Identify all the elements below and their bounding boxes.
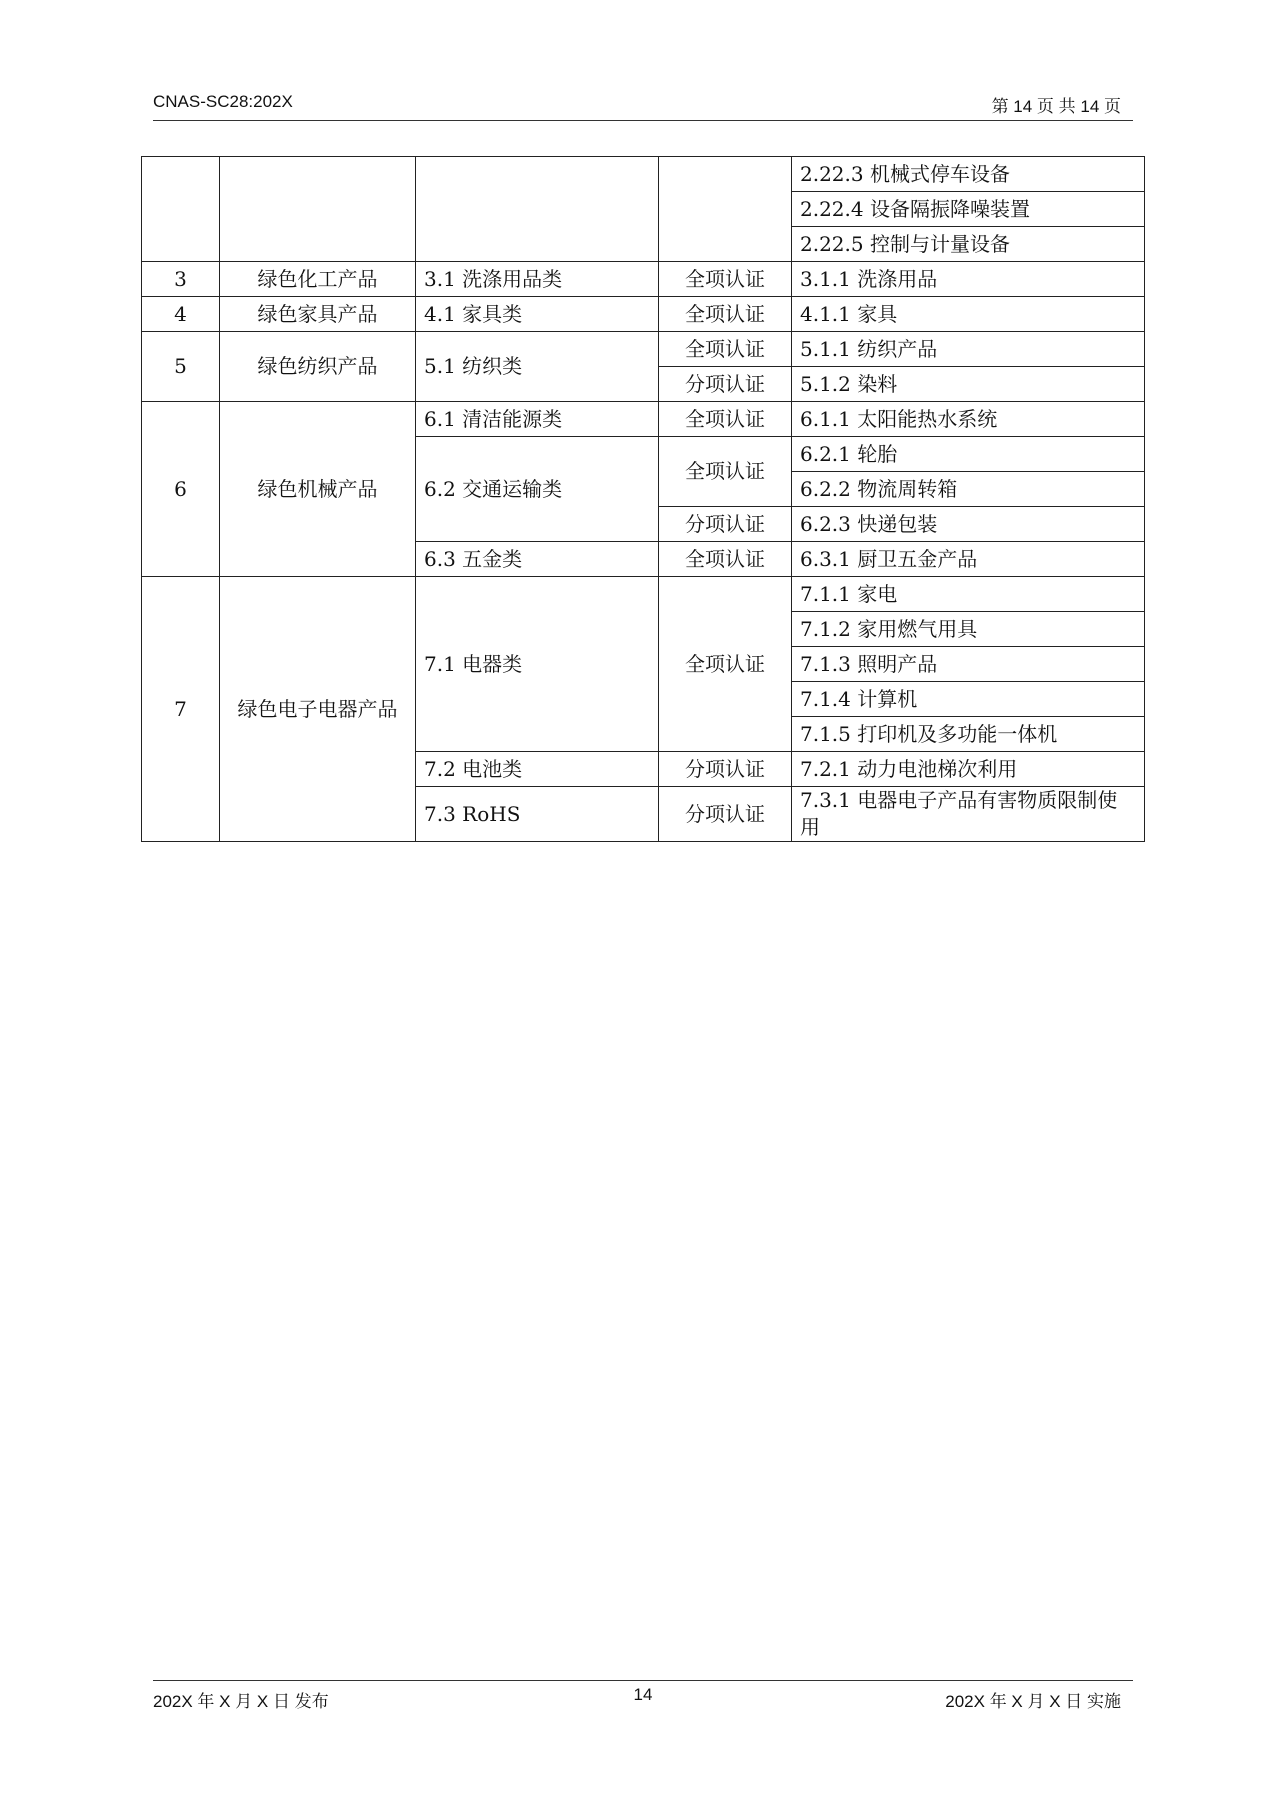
certification-type-cell: 分项认证: [659, 507, 792, 542]
page-header: [153, 92, 1133, 121]
table-row: [142, 402, 1145, 437]
certification-type-cell: 分项认证: [659, 787, 792, 842]
certification-type-cell: 全项认证: [659, 297, 792, 332]
serial-number-cell: 3: [142, 262, 220, 297]
category-cell: 绿色化工产品: [220, 262, 416, 297]
product-code-cell: 2.22.4 设备隔振降噪装置: [792, 192, 1145, 227]
publish-date: 202X 年 X 月 X 日 发布: [153, 1692, 329, 1711]
product-code-cell: 7.1.4 计算机: [792, 682, 1145, 717]
serial-number-cell: 4: [142, 297, 220, 332]
table-cell-empty: [220, 157, 416, 262]
subcategory-cell: 5.1 纺织类: [416, 332, 659, 402]
subcategory-cell: 4.1 家具类: [416, 297, 659, 332]
product-code-cell: 6.2.2 物流周转箱: [792, 472, 1145, 507]
product-code-cell: 7.3.1 电器电子产品有害物质限制使用: [792, 787, 1145, 842]
table-cell-empty: [416, 157, 659, 262]
certification-table: [141, 156, 1145, 842]
page-footer: [153, 1680, 1133, 1711]
subcategory-cell: 6.2 交通运输类: [416, 437, 659, 542]
implement-date: 202X 年 X 月 X 日 实施: [945, 1692, 1121, 1711]
table-row: [142, 577, 1145, 612]
serial-number-cell: 5: [142, 332, 220, 402]
certification-type-cell: 全项认证: [659, 332, 792, 367]
serial-number-cell: 6: [142, 402, 220, 577]
product-code-cell: 2.22.3 机械式停车设备: [792, 157, 1145, 192]
table-row: [142, 157, 1145, 192]
table-row: [142, 262, 1145, 297]
certification-type-cell: 全项认证: [659, 437, 792, 507]
subcategory-cell: 7.3 RoHS: [416, 787, 659, 842]
subcategory-cell: 7.2 电池类: [416, 752, 659, 787]
subcategory-cell: 6.3 五金类: [416, 542, 659, 577]
product-code-cell: 7.2.1 动力电池梯次利用: [792, 752, 1145, 787]
serial-number-cell: 7: [142, 577, 220, 842]
product-code-cell: 7.1.2 家用燃气用具: [792, 612, 1145, 647]
certification-type-cell: 分项认证: [659, 752, 792, 787]
product-code-cell: 4.1.1 家具: [792, 297, 1145, 332]
product-code-cell: 6.2.3 快递包装: [792, 507, 1145, 542]
product-code-cell: 6.2.1 轮胎: [792, 437, 1145, 472]
product-code-cell: 2.22.5 控制与计量设备: [792, 227, 1145, 262]
product-code-cell: 7.1.1 家电: [792, 577, 1145, 612]
category-cell: 绿色家具产品: [220, 297, 416, 332]
product-code-cell: 5.1.2 染料: [792, 367, 1145, 402]
table-cell-empty: [142, 157, 220, 262]
table-cell-empty: [659, 157, 792, 262]
certification-type-cell: 全项认证: [659, 262, 792, 297]
certification-type-cell: 全项认证: [659, 577, 792, 752]
category-cell: 绿色机械产品: [220, 402, 416, 577]
product-code-cell: 6.3.1 厨卫五金产品: [792, 542, 1145, 577]
product-code-cell: 5.1.1 纺织产品: [792, 332, 1145, 367]
product-code-cell: 7.1.3 照明产品: [792, 647, 1145, 682]
certification-type-cell: 分项认证: [659, 367, 792, 402]
product-code-cell: 7.1.5 打印机及多功能一体机: [792, 717, 1145, 752]
page-number: 14: [633, 1685, 653, 1704]
category-cell: 绿色纺织产品: [220, 332, 416, 402]
document-code: CNAS-SC28:202X: [153, 92, 293, 111]
table-row: [142, 332, 1145, 367]
certification-type-cell: 全项认证: [659, 402, 792, 437]
certification-type-cell: 全项认证: [659, 542, 792, 577]
subcategory-cell: 6.1 清洁能源类: [416, 402, 659, 437]
category-cell: 绿色电子电器产品: [220, 577, 416, 842]
product-code-cell: 3.1.1 洗涤用品: [792, 262, 1145, 297]
page-info: 第 14 页 共 14 页: [991, 97, 1121, 116]
subcategory-cell: 3.1 洗涤用品类: [416, 262, 659, 297]
table-row: [142, 297, 1145, 332]
subcategory-cell: 7.1 电器类: [416, 577, 659, 752]
product-code-cell: 6.1.1 太阳能热水系统: [792, 402, 1145, 437]
